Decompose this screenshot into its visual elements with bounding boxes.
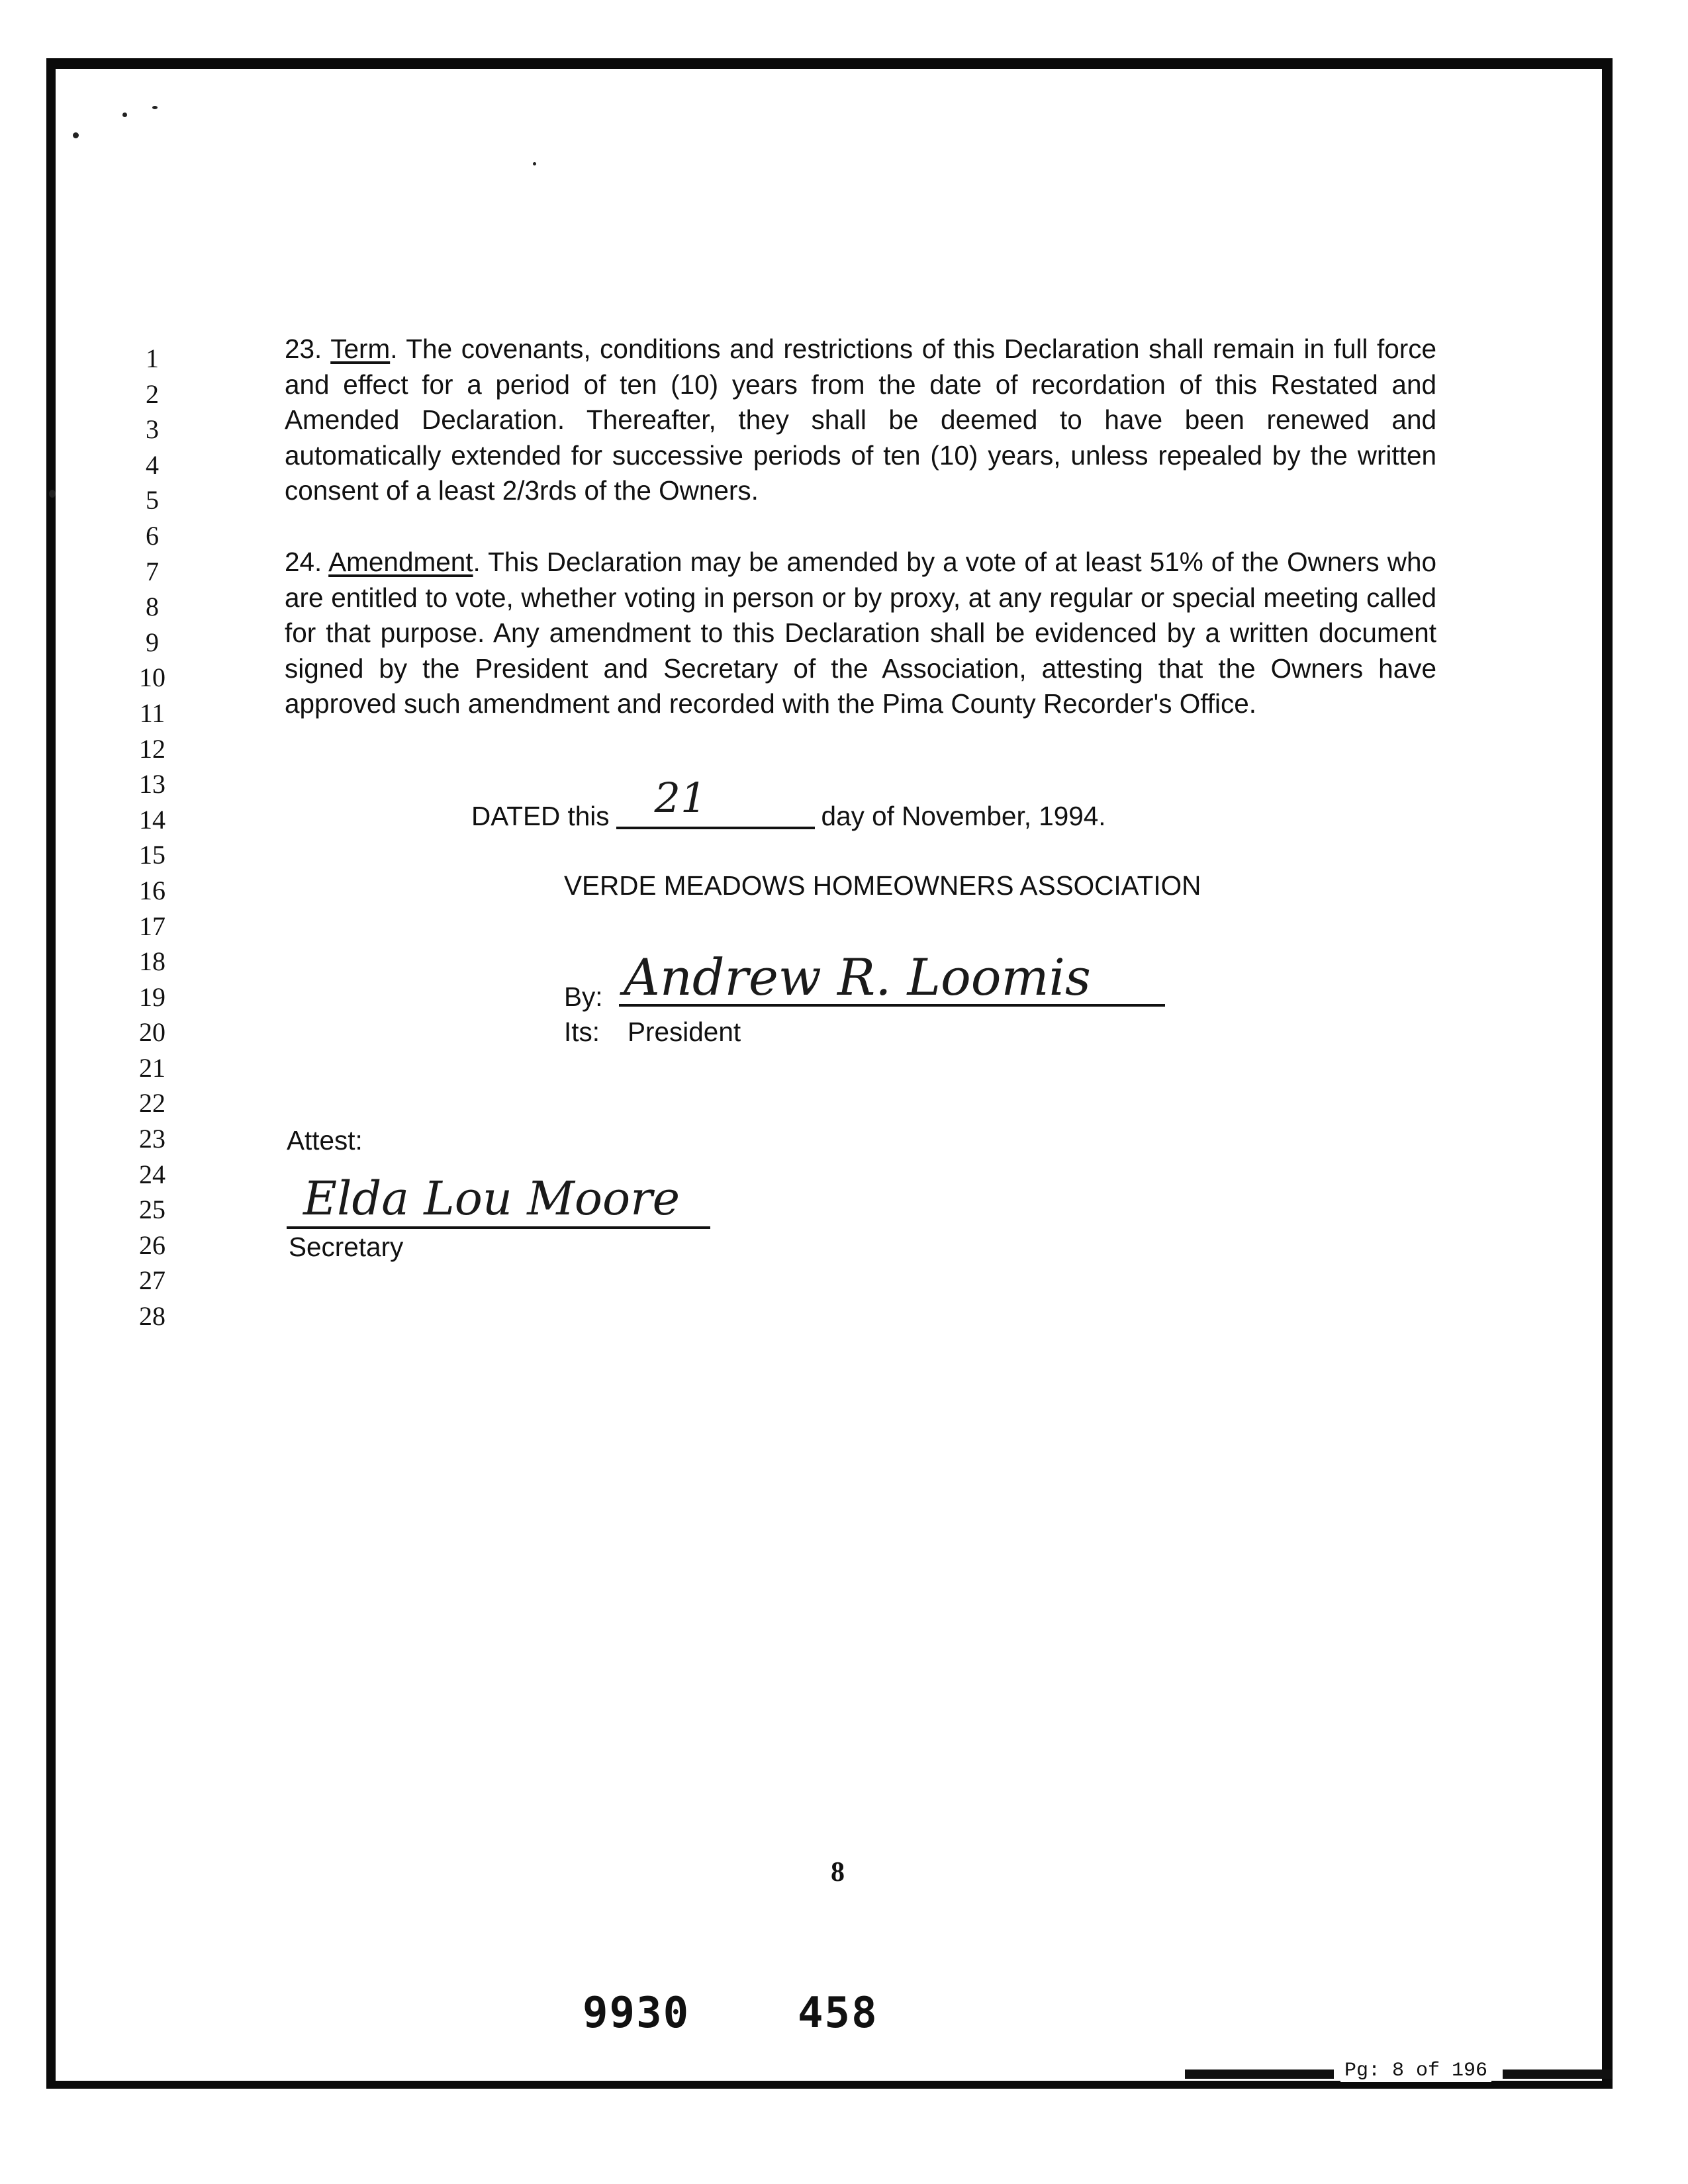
- scan-speck: [152, 106, 158, 109]
- section-24-amendment: [285, 545, 1436, 722]
- secretary-title: Secretary: [289, 1232, 404, 1262]
- scan-speck: [122, 113, 127, 117]
- line-number-gutter: [132, 341, 172, 1334]
- by-label: By:: [564, 981, 603, 1012]
- line-number: 25: [139, 1195, 165, 1225]
- section-23-heading: Term: [330, 334, 391, 364]
- line-number: 1: [146, 343, 159, 373]
- president-signature: Andrew R. Loomis: [624, 948, 1091, 1007]
- line-number: 20: [139, 1017, 165, 1048]
- line-number: 6: [146, 520, 159, 551]
- line-number: 21: [139, 1052, 165, 1083]
- secretary-signature: Elda Lou Moore: [303, 1171, 680, 1226]
- footer-page-indicator: Pg: 8 of 196: [1340, 2060, 1491, 2082]
- page-number: 8: [831, 1857, 845, 1888]
- line-number: 14: [139, 804, 165, 835]
- line-number: 18: [139, 946, 165, 977]
- line-number: 13: [139, 769, 165, 799]
- scan-speck: [73, 132, 79, 138]
- line-number: 8: [146, 592, 159, 622]
- line-number: 26: [139, 1230, 165, 1260]
- dated-day-handwritten: 21: [654, 774, 707, 822]
- line-number: 24: [139, 1159, 165, 1189]
- line-number: 9: [146, 627, 159, 657]
- line-number: 10: [139, 662, 165, 693]
- footer-redaction-bar: [1185, 2070, 1334, 2079]
- line-number: 23: [139, 1124, 165, 1154]
- president-title: President: [628, 1017, 741, 1047]
- scan-speck: [533, 162, 536, 165]
- line-number: 7: [146, 556, 159, 586]
- record-page-number: 458: [798, 1989, 878, 2038]
- line-number: 19: [139, 981, 165, 1012]
- scan-speck: [49, 490, 56, 498]
- line-number: 2: [146, 379, 159, 409]
- attest-label: Attest:: [287, 1125, 363, 1156]
- line-number: 11: [139, 698, 165, 728]
- dated-suffix: day of November, 1994.: [821, 801, 1106, 831]
- section-23-text: . The covenants, conditions and restrictions of this Declaration shall remain in full force and effect for a period of ten (10) years from the date of recordation of this Restated and Amended Declaration. Thereafter, they shall be deemed to have been renewed and automatically extended for successive periods of ten (10) years, unless repealed by the written consent of a least 2/3rds of the Owners.: [285, 334, 1436, 506]
- president-signature-line: [619, 1004, 1165, 1007]
- secretary-signature-line: [287, 1226, 710, 1229]
- its-label: Its:: [564, 1017, 600, 1047]
- section-23-term: [285, 332, 1436, 509]
- section-23-number: 23.: [285, 334, 322, 364]
- line-number: 22: [139, 1088, 165, 1118]
- dated-day-blank: [616, 774, 815, 829]
- association-name: VERDE MEADOWS HOMEOWNERS ASSOCIATION: [564, 870, 1201, 901]
- section-24-text: . This Declaration may be amended by a vote of at least 51% of the Owners who are entitled to vote, whether voting in person or by proxy, at any regular or special meeting called for that purpose. Any amendment to this Declaration shall be evidenced by a written document signed by the President and Secretary of the Association, attesting that the Owners have approved such amendment and recorded with the Pima County Recorder's Office.: [285, 547, 1436, 719]
- footer-bar-right: [1503, 2070, 1612, 2079]
- line-number: 3: [146, 414, 159, 445]
- line-number: 15: [139, 840, 165, 870]
- line-number: 27: [139, 1265, 165, 1296]
- section-24-number: 24.: [285, 547, 322, 577]
- line-number: 5: [146, 485, 159, 516]
- record-docket-number: 9930: [583, 1989, 690, 2038]
- line-number: 28: [139, 1301, 165, 1332]
- dated-line: [471, 774, 1106, 835]
- line-number: 12: [139, 733, 165, 764]
- section-24-heading: Amendment: [328, 547, 473, 577]
- line-number: 4: [146, 449, 159, 480]
- line-number: 16: [139, 875, 165, 905]
- line-number: 17: [139, 911, 165, 941]
- dated-prefix: DATED this: [471, 801, 610, 831]
